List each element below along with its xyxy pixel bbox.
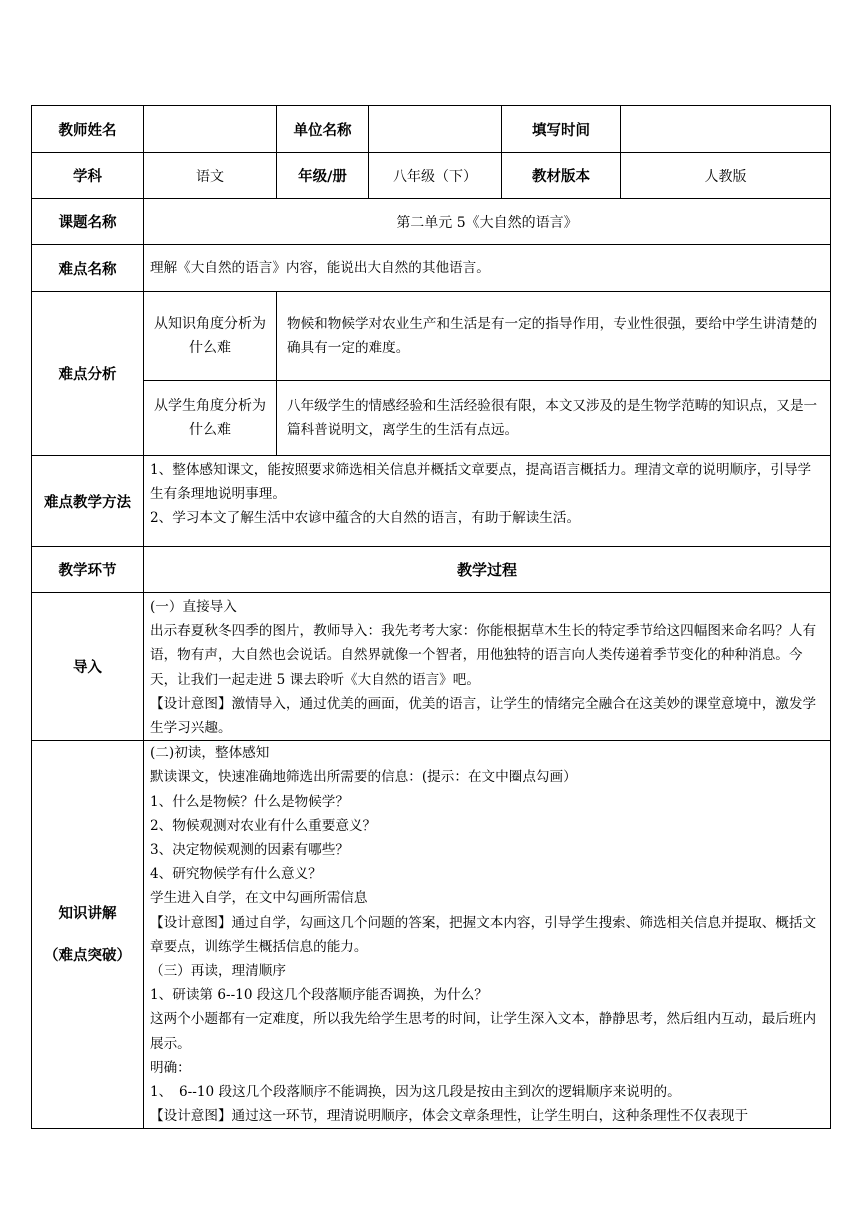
method-line-1: 1、整体感知课文，能按照要求筛选相关信息并概括文章要点，提高语言概括力。理清文章的说明顺序，引导学生有条理地说明事理。 (150, 462, 812, 503)
process-header: 教学过程 (144, 547, 831, 593)
knowledge-label-line-2: （难点突破） (44, 947, 131, 964)
topic-value: 第二单元 5《大自然的语言》 (144, 199, 831, 245)
process-step-header: 教学环节 (32, 547, 144, 593)
knowledge-line-7: 学生进入自学，在文中勾画所需信息 (150, 890, 368, 907)
intro-label: 导入 (32, 593, 144, 741)
method-line-2: 2、学习本文了解生活中农谚中蕴含的大自然的语言，有助于解读生活。 (150, 510, 581, 527)
knowledge-line-1: (二)初读，整体感知 (150, 745, 270, 762)
info-row-2 (32, 153, 831, 199)
method-text (144, 456, 831, 547)
knowledge-line-2: 默读课文，快速准确地筛选出所需要的信息：(提示：在文中圈点勾画） (150, 769, 577, 786)
knowledge-line-12: 明确： (150, 1059, 191, 1076)
knowledge-line-14: 【设计意图】通过这一环节，理清说明顺序，体会文章条理性，让学生明白，这种条理性不仅表现于 (150, 1108, 749, 1125)
knowledge-line-11: 这两个小题都有一定难度，所以我先给学生思考的时间，让学生深入文本，静静思考，然后组内互动，最后班内展示。 (150, 1011, 817, 1052)
student-angle-text: 八年级学生的情感经验和生活经验很有限，本文又涉及的是生物学范畴的知识点，又是一篇科普说明文，离学生的生活有点远。 (277, 381, 831, 456)
intro-line-3: 【设计意图】激情导入，通过优美的画面，优美的语言，让学生的情绪完全融合在这美妙的课堂意境中，激发学生学习兴趣。 (150, 695, 817, 737)
method-label: 难点教学方法 (32, 456, 144, 547)
knowledge-line-3: 1、什么是物候？什么是物候学？ (150, 793, 349, 810)
knowledge-line-4: 2、物候观测对农业有什么重要意义？ (150, 817, 377, 834)
edition-label: 教材版本 (502, 153, 621, 199)
analysis-row-student (32, 381, 831, 456)
topic-label: 课题名称 (32, 199, 144, 245)
knowledge-line-9: （三）再读，理清顺序 (150, 963, 286, 980)
knowledge-label-line-1: 知识讲解 (58, 905, 117, 922)
knowledge-text (144, 741, 831, 1129)
fill-date-label: 填写时间 (502, 106, 621, 153)
unit-name-label: 单位名称 (277, 106, 369, 153)
teacher-name-value (144, 106, 277, 153)
lesson-plan-grid (31, 105, 831, 1129)
intro-row (32, 593, 831, 741)
subject-label: 学科 (32, 153, 144, 199)
knowledge-angle-label: 从知识角度分析为什么难 (144, 292, 277, 381)
unit-name-value (369, 106, 502, 153)
knowledge-angle-text: 物候和物候学对农业生产和生活是有一定的指导作用，专业性很强，要给中学生讲清楚的确具有一定的难度。 (277, 292, 831, 381)
knowledge-line-5: 3、决定物候观测的因素有哪些？ (150, 842, 349, 859)
lesson-plan-table (31, 105, 830, 1125)
subject-value: 语文 (144, 153, 277, 199)
knowledge-line-13: 1、 6--10 段这几个段落顺序不能调换，因为这几段是按由主到次的逻辑顺序来说明的。 (150, 1084, 681, 1101)
difficulty-name-label: 难点名称 (32, 245, 144, 292)
info-row-1 (32, 106, 831, 153)
difficulty-name-value: 理解《大自然的语言》内容，能说出大自然的其他语言。 (144, 245, 831, 292)
intro-text (144, 593, 831, 741)
grade-label: 年级/册 (277, 153, 369, 199)
analysis-row-knowledge (32, 292, 831, 381)
difficulty-name-row (32, 245, 831, 292)
intro-line-2: 出示春夏秋冬四季的图片，教师导入：我先考考大家：你能根据草木生长的特定季节给这四幅图来命名吗？人有语，物有声，大自然也会说话。自然界就像一个智者，用他独特的语言向人类传递着季节变化的种种消息。今天，让我们一起走进 5 课去聆听《大自然的语言》吧。 (150, 623, 817, 688)
intro-line-1: (一）直接导入 (150, 599, 237, 615)
knowledge-label (32, 741, 144, 1129)
student-angle-label: 从学生角度分析为什么难 (144, 381, 277, 456)
fill-date-value (621, 106, 831, 153)
topic-row (32, 199, 831, 245)
knowledge-line-8: 【设计意图】通过自学，勾画这几个问题的答案，把握文本内容，引导学生搜索、筛选相关信息并提取、概括文章要点，训练学生概括信息的能力。 (150, 914, 817, 955)
knowledge-line-10: 1、研读第 6--10 段这几个段落顺序能否调换，为什么？ (150, 987, 488, 1004)
knowledge-line-6: 4、研究物候学有什么意义？ (150, 866, 322, 883)
analysis-label: 难点分析 (32, 292, 144, 456)
process-header-row (32, 547, 831, 593)
method-row (32, 456, 831, 547)
knowledge-row (32, 741, 831, 1129)
grade-value: 八年级（下） (369, 153, 502, 199)
edition-value: 人教版 (621, 153, 831, 199)
teacher-name-label: 教师姓名 (32, 106, 144, 153)
